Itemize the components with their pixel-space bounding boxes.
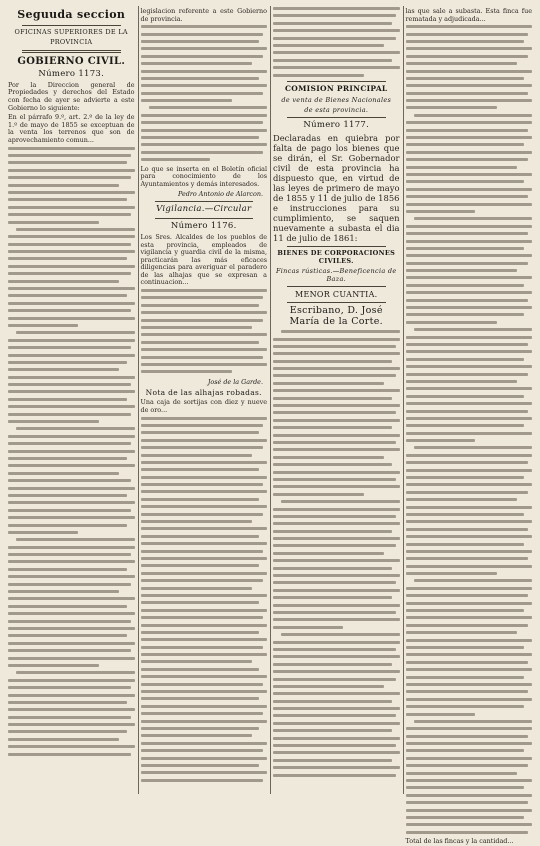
notice-paragraph: Una caja de sortijas con diez y nueve de oro...: [140, 398, 267, 414]
section-subtitle: de venta de Bienes Nacionales: [281, 95, 392, 104]
text-block: [8, 147, 135, 756]
divider: [22, 25, 121, 26]
section-heading: Fincas rústicas.—Beneficencia de Baza.: [275, 267, 397, 283]
notice-paragraph: las que sale a subasta. Esta finca fue rematada y adjudicada...: [405, 7, 532, 23]
notice-paragraph: Lo que se inserta en el Boletín oficial para conocimiento de los Ayuntamientos y demás interesados.: [140, 164, 267, 188]
section-heading: Escribano, D. José María de la Corte.: [289, 305, 383, 328]
list-heading: Nota de las alhajas robadas.: [145, 387, 262, 397]
divider: [287, 286, 386, 287]
divider: [155, 201, 254, 202]
divider: [287, 117, 386, 118]
section-heading: BIENES DE CORPORACIONES CIVILES.: [277, 249, 396, 265]
section-subtitle-2: de esta provincia.: [304, 106, 369, 114]
section-heading: MENOR CUANTIA.: [294, 290, 378, 300]
divider: [155, 218, 254, 219]
column-4: [405, 6, 533, 846]
divider: [287, 81, 386, 82]
divider: [22, 50, 121, 53]
text-block: [406, 25, 533, 834]
notice-number: Número 1176.: [170, 221, 237, 232]
notice-paragraph: Por la Direccion general de Propiedades y derechos del Estado con fecha de ayer se advierte a este Gobierno lo siguiente:: [8, 80, 135, 112]
notice-number: Número 1173.: [38, 69, 105, 80]
office-title: GOBIERNO CIVIL.: [17, 55, 126, 67]
text-block: [273, 330, 400, 776]
signature: Pedro Antonio de Alarcon.: [177, 190, 263, 199]
page-columns: [8, 6, 532, 846]
notice-paragraph: Declaradas en quiebra por falta de pago los bienes que se dirán, el Sr. Gobernador civil de esta provincia ha dispuesto que, en virtud de las leyes de primero de mayo de 1855 y 11 de julio de 1856 e instrucciones para su cumplimiento, se saquen nuevamente a subasta el dia 11 de julio de 1861:: [273, 133, 400, 244]
signature: José de la Garde.: [207, 377, 263, 386]
notice-number: Número 1177.: [303, 120, 370, 131]
section-subtitle-2: PROVINCIA: [50, 38, 93, 47]
divider: [287, 246, 386, 247]
text-block: [273, 7, 400, 77]
column-2: [141, 6, 268, 794]
notice-paragraph: Total de las fincas y la cantidad...: [405, 837, 514, 846]
column-1: [8, 6, 135, 794]
text-block: [141, 289, 268, 373]
notice-paragraph: legislacion referente a este Gobierno de provincia.: [140, 7, 267, 23]
divider: [287, 302, 386, 303]
section-heading: Vigilancia.—Circular: [156, 204, 252, 215]
notice-paragraph: Los Sres. Alcaldes de los pueblos de esta provincia, empleados de vigilancia y guardia civil de la misma, practicarán las más eficaces diligencias para averiguar el paradero de las alhajas que se expresan a continuacion...: [140, 232, 267, 287]
section-title: Seguuda seccion: [17, 8, 126, 21]
section-subtitle: OFICINAS SUPERIORES DE LA: [14, 27, 128, 36]
notice-paragraph: En el párrafo 9.º, art. 2.º de la ley de 1.º de mayo de 1855 se exceptuan de la venta los terrenos que son de aprovechamiento comun...: [8, 113, 135, 144]
text-block: [141, 417, 268, 782]
section-title: COMISION PRINCIPAL: [284, 83, 388, 93]
text-block: [141, 25, 268, 161]
column-3: [273, 6, 400, 794]
